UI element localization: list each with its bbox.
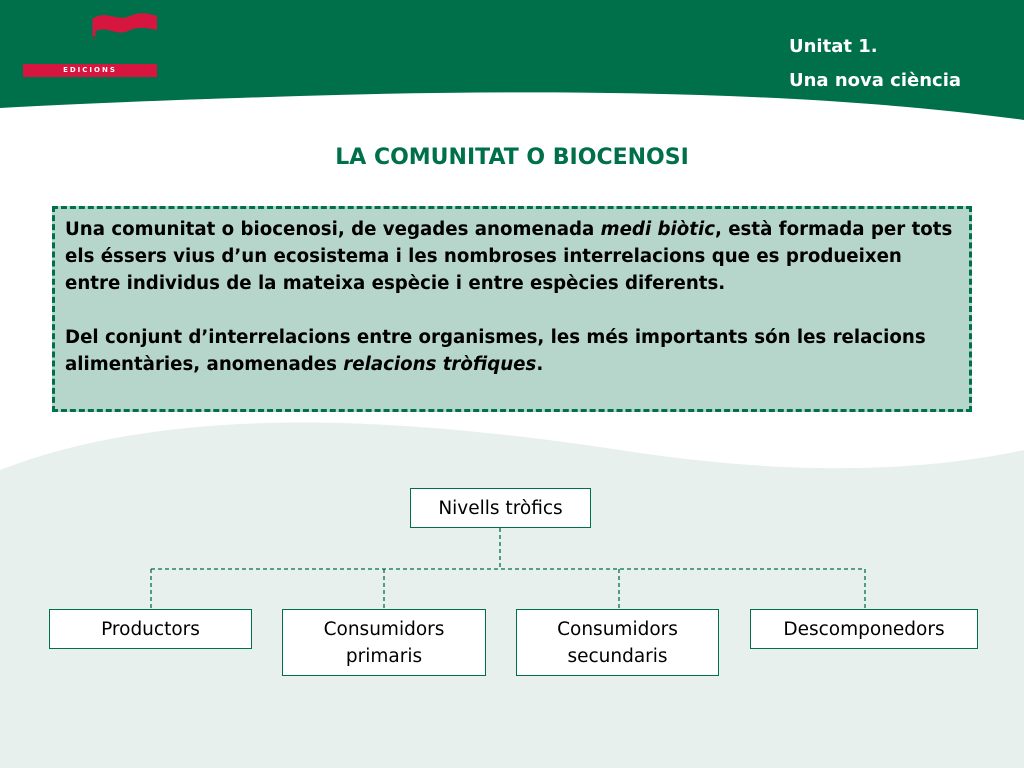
definition-box <box>52 206 972 412</box>
definition-text: . <box>536 354 544 375</box>
node-label-line2: secundaris <box>567 646 668 667</box>
node-consumidors-primaris <box>282 609 486 676</box>
unit-number: Unitat 1. <box>789 36 878 57</box>
logo-subtitle: EDICIONS <box>63 66 117 74</box>
definition-term-emphasis: relacions tròfiques <box>343 354 537 375</box>
unit-name: Una nova ciència <box>789 70 962 91</box>
node-label: Productors <box>101 619 200 640</box>
node-descomponedors <box>750 609 978 649</box>
node-nivells-trofics <box>410 488 591 528</box>
node-label-line2: primaris <box>345 646 423 667</box>
definition-text: Del conjunt d’interrelacions entre organismes, les més importants són les relacions alimentàries, anomenades <box>65 327 926 375</box>
logo-wordmark: Castellnou <box>22 32 149 61</box>
node-productors <box>49 609 252 649</box>
node-label-line1: Consumidors <box>323 619 445 640</box>
definition-text: Una comunitat o biocenosi, de vegades anomenada <box>65 219 601 240</box>
publisher-logo <box>22 10 162 80</box>
node-label: Descomponedors <box>783 619 945 640</box>
page-title: LA COMUNITAT O BIOCENOSI <box>335 145 689 170</box>
definition-text: , està formada per tots els éssers vius d’un ecosistema i les nombroses interrelacions que es produeixen entre individus de la mateixa espècie i entre espècies diferents. <box>65 219 953 294</box>
definition-paragraph-2 <box>65 324 959 378</box>
definition-paragraph-1 <box>65 216 959 297</box>
node-label: Nivells tròfics <box>438 498 563 519</box>
node-consumidors-secundaris <box>516 609 719 676</box>
background-wave <box>0 423 1024 768</box>
unit-heading <box>789 30 961 98</box>
node-label-line1: Consumidors <box>557 619 678 640</box>
definition-term-emphasis: medi biòtic <box>600 219 715 240</box>
